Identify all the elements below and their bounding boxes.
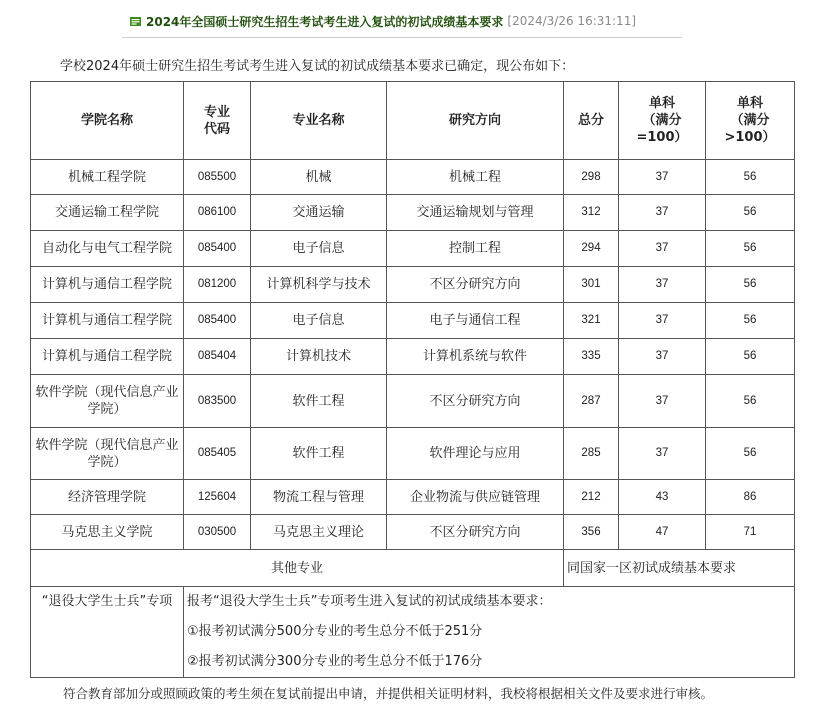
page-title[interactable]: 2024年全国硕士研究生招生考试考生进入复试的初试成绩基本要求 — [146, 14, 504, 29]
cell-total: 212 — [564, 480, 619, 515]
table-row — [31, 375, 795, 428]
cell-single-over-100: 71 — [706, 515, 795, 550]
cell-college: 自动化与电气工程学院 — [31, 231, 184, 267]
header-s100-line2: （满分=100） — [636, 113, 688, 145]
other-majors-label: 其他专业 — [31, 550, 564, 587]
header-code-line2: 代码 — [203, 121, 230, 137]
table-row — [31, 428, 795, 480]
footer-note: 符合教育部加分或照顾政策的考生须在复试前提出申请，并提供相关证明材料，我校将根据相关文件及要求进行审核。 — [63, 686, 714, 701]
cell-major: 电子信息 — [251, 303, 387, 339]
cell-single-over-100: 56 — [706, 303, 795, 339]
header-s100p-line3: >100） — [724, 130, 776, 145]
cell-direction: 不区分研究方向 — [387, 375, 564, 428]
cell-major: 软件工程 — [251, 375, 387, 428]
cell-single-100: 37 — [619, 231, 706, 267]
cell-code: 085404 — [184, 339, 251, 375]
cell-direction: 交通运输规划与管理 — [387, 195, 564, 231]
cell-college: 马克思主义学院 — [31, 515, 184, 550]
cell-direction: 不区分研究方向 — [387, 515, 564, 550]
cell-single-over-100: 56 — [706, 231, 795, 267]
cell-total: 287 — [564, 375, 619, 428]
cell-code: 083500 — [184, 375, 251, 428]
cell-direction: 软件理论与应用 — [387, 428, 564, 480]
cell-major: 软件工程 — [251, 428, 387, 480]
cell-single-100: 47 — [619, 515, 706, 550]
title-divider — [122, 37, 682, 38]
cell-single-100: 37 — [619, 339, 706, 375]
cell-total: 298 — [564, 160, 619, 195]
cell-single-over-100: 56 — [706, 267, 795, 303]
table-row — [31, 267, 795, 303]
cell-college: 经济管理学院 — [31, 480, 184, 515]
cell-total: 294 — [564, 231, 619, 267]
table-row — [31, 231, 795, 267]
cell-college: 机械工程学院 — [31, 160, 184, 195]
veteran-requirements — [184, 587, 795, 678]
cell-single-over-100: 56 — [706, 375, 795, 428]
table-header-row — [31, 82, 795, 160]
cell-major: 计算机科学与技术 — [251, 267, 387, 303]
cell-code: 085500 — [184, 160, 251, 195]
other-majors-row — [31, 550, 795, 587]
cell-single-100: 37 — [619, 160, 706, 195]
cell-major: 物流工程与管理 — [251, 480, 387, 515]
score-requirements-table — [30, 81, 795, 678]
cell-code: 125604 — [184, 480, 251, 515]
cell-total: 335 — [564, 339, 619, 375]
header-single-100 — [619, 82, 706, 160]
cell-direction: 企业物流与供应链管理 — [387, 480, 564, 515]
cell-single-100: 37 — [619, 428, 706, 480]
table-row — [31, 515, 795, 550]
veteran-line-3: ②报考初试满分300分专业的考生总分不低于176分 — [187, 654, 483, 669]
cell-major: 电子信息 — [251, 231, 387, 267]
header-s100-line1: 单科 — [648, 96, 675, 111]
cell-direction: 电子与通信工程 — [387, 303, 564, 339]
header-single-over-100 — [706, 82, 795, 160]
cell-code: 085400 — [184, 303, 251, 339]
veteran-label: “退役大学生士兵”专项 — [31, 587, 184, 678]
cell-code: 081200 — [184, 267, 251, 303]
table-row — [31, 160, 795, 195]
table-row — [31, 480, 795, 515]
folder-icon — [130, 16, 141, 27]
header-college: 学院名称 — [31, 82, 184, 160]
cell-code: 086100 — [184, 195, 251, 231]
cell-single-100: 37 — [619, 195, 706, 231]
header-direction: 研究方向 — [387, 82, 564, 160]
veteran-line-1: 报考“退役大学生士兵”专项考生进入复试的初试成绩基本要求： — [187, 594, 552, 609]
table-row — [31, 303, 795, 339]
header-major-code — [184, 82, 251, 160]
cell-college: 计算机与通信工程学院 — [31, 303, 184, 339]
cell-direction: 控制工程 — [387, 231, 564, 267]
header-code-line1: 专业 — [203, 104, 230, 120]
cell-total: 312 — [564, 195, 619, 231]
cell-single-over-100: 86 — [706, 480, 795, 515]
cell-single-over-100: 56 — [706, 339, 795, 375]
cell-total: 301 — [564, 267, 619, 303]
publish-timestamp: [2024/3/26 16:31:11] — [507, 14, 637, 28]
cell-direction: 不区分研究方向 — [387, 267, 564, 303]
cell-total: 356 — [564, 515, 619, 550]
cell-single-100: 37 — [619, 267, 706, 303]
cell-college: 计算机与通信工程学院 — [31, 267, 184, 303]
veteran-line-2: ①报考初试满分500分专业的考生总分不低于251分 — [187, 624, 483, 639]
header-s100p-line2: （满分 — [730, 113, 770, 128]
cell-college: 交通运输工程学院 — [31, 195, 184, 231]
intro-text: 学校2024年硕士研究生招生考试考生进入复试的初试成绩基本要求已确定，现公布如下： — [60, 59, 575, 74]
cell-direction: 计算机系统与软件 — [387, 339, 564, 375]
other-majors-requirement: 同国家一区初试成绩基本要求 — [564, 550, 795, 587]
cell-single-100: 37 — [619, 375, 706, 428]
cell-total: 321 — [564, 303, 619, 339]
cell-major: 交通运输 — [251, 195, 387, 231]
header-total: 总分 — [564, 82, 619, 160]
cell-college: 软件学院（现代信息产业学院） — [31, 428, 184, 480]
cell-major: 计算机技术 — [251, 339, 387, 375]
cell-code: 030500 — [184, 515, 251, 550]
cell-single-over-100: 56 — [706, 160, 795, 195]
cell-code: 085405 — [184, 428, 251, 480]
table-row — [31, 339, 795, 375]
header-s100p-line1: 单科 — [736, 96, 763, 111]
cell-single-100: 43 — [619, 480, 706, 515]
cell-college: 软件学院（现代信息产业学院） — [31, 375, 184, 428]
cell-single-over-100: 56 — [706, 195, 795, 231]
cell-single-over-100: 56 — [706, 428, 795, 480]
header-major: 专业名称 — [251, 82, 387, 160]
veteran-row — [31, 587, 795, 678]
cell-code: 085400 — [184, 231, 251, 267]
announcement-title-bar — [130, 6, 682, 36]
cell-total: 285 — [564, 428, 619, 480]
table-row — [31, 195, 795, 231]
cell-direction: 机械工程 — [387, 160, 564, 195]
cell-college: 计算机与通信工程学院 — [31, 339, 184, 375]
cell-major: 马克思主义理论 — [251, 515, 387, 550]
cell-major: 机械 — [251, 160, 387, 195]
cell-single-100: 37 — [619, 303, 706, 339]
